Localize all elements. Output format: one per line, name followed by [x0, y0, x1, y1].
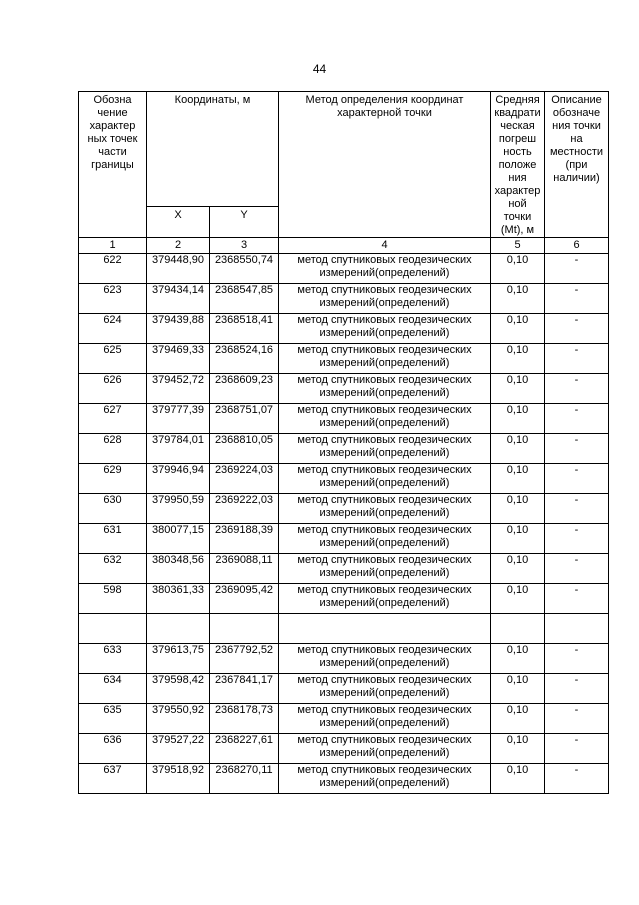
cell-point: 625: [79, 344, 147, 374]
header-line: границы: [91, 159, 134, 171]
cell-x: 379598,42: [147, 674, 210, 704]
cell-mt: 0,10: [491, 374, 545, 404]
header-line: Описание: [551, 94, 602, 106]
cell-description: -: [545, 344, 609, 374]
header-accuracy: [491, 92, 545, 238]
column-number: 4: [279, 238, 491, 254]
cell-point: 635: [79, 704, 147, 734]
table-row: [79, 374, 609, 404]
header-y: Y: [210, 207, 279, 238]
header-line: погреш: [498, 133, 537, 145]
cell-point: 626: [79, 374, 147, 404]
cell-y: 2368810,05: [210, 434, 279, 464]
cell-y: 2368547,85: [210, 284, 279, 314]
table-row: [79, 404, 609, 434]
cell-point: 637: [79, 764, 147, 794]
header-line: ность: [503, 146, 532, 158]
cell-method: [279, 254, 491, 284]
cell-mt: 0,10: [491, 464, 545, 494]
method-line: измерений(определений): [319, 357, 450, 369]
cell-point: 624: [79, 314, 147, 344]
cell-method: [279, 644, 491, 674]
cell-x: 379518,92: [147, 764, 210, 794]
cell-description: -: [545, 404, 609, 434]
method-line: метод спутниковых геодезических: [297, 314, 472, 326]
cell-x: 379784,01: [147, 434, 210, 464]
cell-mt: 0,10: [491, 314, 545, 344]
header-line: чение: [97, 107, 128, 119]
table-body: [79, 254, 609, 794]
header-line: наличии): [553, 172, 600, 184]
cell-method: [279, 704, 491, 734]
header-line: ческая: [500, 120, 535, 132]
cell-description: -: [545, 494, 609, 524]
table-row: [79, 434, 609, 464]
method-line: метод спутниковых геодезических: [297, 464, 472, 476]
cell-y: 2369224,03: [210, 464, 279, 494]
cell-description: -: [545, 734, 609, 764]
cell-point: 631: [79, 524, 147, 554]
cell-mt: 0,10: [491, 734, 545, 764]
cell-point: 598: [79, 584, 147, 614]
cell-y: 2368751,07: [210, 404, 279, 434]
table-row: [79, 584, 609, 614]
cell-y: 2368550,74: [210, 254, 279, 284]
method-line: измерений(определений): [319, 777, 450, 789]
cell-point: 633: [79, 644, 147, 674]
cell-mt: 0,10: [491, 704, 545, 734]
table-row: [79, 644, 609, 674]
cell-method: [279, 584, 491, 614]
header-point-name: [79, 92, 147, 238]
table-row: [79, 674, 609, 704]
method-line: метод спутниковых геодезических: [297, 254, 472, 266]
table-cell-empty: [279, 614, 491, 644]
method-line: измерений(определений): [319, 567, 450, 579]
method-line: метод спутниковых геодезических: [297, 644, 472, 656]
cell-y: 2368524,16: [210, 344, 279, 374]
header-x: X: [147, 207, 210, 238]
cell-mt: 0,10: [491, 494, 545, 524]
method-line: измерений(определений): [319, 657, 450, 669]
header-line: квадрати: [494, 107, 541, 119]
header-coordinates: Координаты, м: [147, 92, 279, 207]
cell-method: [279, 374, 491, 404]
cell-x: 380348,56: [147, 554, 210, 584]
cell-description: -: [545, 704, 609, 734]
header-line: Метод определения координат: [305, 94, 464, 106]
cell-y: 2369222,03: [210, 494, 279, 524]
header-line: положе: [498, 159, 537, 171]
cell-y: 2369095,42: [210, 584, 279, 614]
cell-y: 2368609,23: [210, 374, 279, 404]
cell-description: -: [545, 374, 609, 404]
cell-mt: 0,10: [491, 524, 545, 554]
table-cell-empty: [79, 614, 147, 644]
cell-point: 628: [79, 434, 147, 464]
cell-x: 379469,33: [147, 344, 210, 374]
method-line: измерений(определений): [319, 477, 450, 489]
table-row: [79, 704, 609, 734]
cell-description: -: [545, 584, 609, 614]
method-line: измерений(определений): [319, 717, 450, 729]
table-cell-empty: [210, 614, 279, 644]
method-line: метод спутниковых геодезических: [297, 284, 472, 296]
cell-method: [279, 464, 491, 494]
table-row: [79, 524, 609, 554]
cell-x: 379434,14: [147, 284, 210, 314]
cell-y: 2369188,39: [210, 524, 279, 554]
cell-y: 2367792,52: [210, 644, 279, 674]
cell-x: 379613,75: [147, 644, 210, 674]
table-row: [79, 254, 609, 284]
header-line: точки: [503, 211, 532, 223]
table-row: [79, 284, 609, 314]
cell-method: [279, 434, 491, 464]
header-line: характер: [494, 185, 541, 197]
table-row: [79, 344, 609, 374]
header-line: (при: [565, 159, 588, 171]
table-row: [79, 764, 609, 794]
method-line: метод спутниковых геодезических: [297, 584, 472, 596]
header-line: ной: [508, 198, 527, 210]
cell-description: -: [545, 314, 609, 344]
table-cell-empty: [147, 614, 210, 644]
table-cell-empty: [491, 614, 545, 644]
method-line: метод спутниковых геодезических: [297, 674, 472, 686]
cell-description: -: [545, 464, 609, 494]
method-line: метод спутниковых геодезических: [297, 494, 472, 506]
cell-x: 379452,72: [147, 374, 210, 404]
method-line: метод спутниковых геодезических: [297, 734, 472, 746]
method-line: измерений(определений): [319, 387, 450, 399]
method-line: измерений(определений): [319, 447, 450, 459]
method-line: метод спутниковых геодезических: [297, 404, 472, 416]
cell-method: [279, 494, 491, 524]
method-line: метод спутниковых геодезических: [297, 764, 472, 776]
cell-mt: 0,10: [491, 434, 545, 464]
cell-mt: 0,10: [491, 404, 545, 434]
table-row: [79, 554, 609, 584]
cell-x: 379946,94: [147, 464, 210, 494]
column-number: 3: [210, 238, 279, 254]
method-line: измерений(определений): [319, 417, 450, 429]
cell-y: 2368270,11: [210, 764, 279, 794]
cell-x: 379950,59: [147, 494, 210, 524]
method-line: измерений(определений): [319, 747, 450, 759]
method-line: метод спутниковых геодезических: [297, 374, 472, 386]
cell-description: -: [545, 554, 609, 584]
table-row: [79, 494, 609, 524]
header-line: местности: [549, 146, 604, 158]
cell-point: 636: [79, 734, 147, 764]
cell-description: -: [545, 764, 609, 794]
method-line: измерений(определений): [319, 687, 450, 699]
cell-y: 2369088,11: [210, 554, 279, 584]
cell-point: 630: [79, 494, 147, 524]
cell-description: -: [545, 524, 609, 554]
cell-x: 379550,92: [147, 704, 210, 734]
header-line: характерной точки: [337, 107, 432, 119]
cell-mt: 0,10: [491, 584, 545, 614]
method-line: измерений(определений): [319, 297, 450, 309]
cell-point: 623: [79, 284, 147, 314]
method-line: измерений(определений): [319, 507, 450, 519]
column-number: 5: [491, 238, 545, 254]
method-line: метод спутниковых геодезических: [297, 524, 472, 536]
cell-method: [279, 344, 491, 374]
method-line: метод спутниковых геодезических: [297, 434, 472, 446]
header-line: характер: [89, 120, 136, 132]
header-line: на: [570, 133, 583, 145]
method-line: измерений(определений): [319, 327, 450, 339]
cell-x: 379439,88: [147, 314, 210, 344]
column-number-row: [79, 238, 609, 254]
cell-method: [279, 554, 491, 584]
coordinates-table: [78, 91, 609, 794]
cell-y: 2368518,41: [210, 314, 279, 344]
header-line: части: [98, 146, 127, 158]
cell-description: -: [545, 674, 609, 704]
table-row: [79, 314, 609, 344]
cell-x: 380361,33: [147, 584, 210, 614]
cell-y: 2368178,73: [210, 704, 279, 734]
cell-description: -: [545, 284, 609, 314]
header-line: Обозна: [93, 94, 132, 106]
cell-method: [279, 674, 491, 704]
cell-method: [279, 734, 491, 764]
cell-point: 627: [79, 404, 147, 434]
header-line: ния: [508, 172, 527, 184]
cell-point: 629: [79, 464, 147, 494]
cell-x: 380077,15: [147, 524, 210, 554]
method-line: метод спутниковых геодезических: [297, 554, 472, 566]
cell-x: 379527,22: [147, 734, 210, 764]
cell-mt: 0,10: [491, 764, 545, 794]
method-line: метод спутниковых геодезических: [297, 704, 472, 716]
cell-point: 632: [79, 554, 147, 584]
cell-point: 622: [79, 254, 147, 284]
cell-method: [279, 314, 491, 344]
table-cell-empty: [545, 614, 609, 644]
method-line: измерений(определений): [319, 537, 450, 549]
cell-method: [279, 524, 491, 554]
cell-mt: 0,10: [491, 284, 545, 314]
method-line: измерений(определений): [319, 267, 450, 279]
cell-x: 379777,39: [147, 404, 210, 434]
table-row-empty: [79, 614, 609, 644]
cell-y: 2368227,61: [210, 734, 279, 764]
cell-mt: 0,10: [491, 644, 545, 674]
cell-method: [279, 284, 491, 314]
cell-x: 379448,90: [147, 254, 210, 284]
header-method: [279, 92, 491, 238]
method-line: метод спутниковых геодезических: [297, 344, 472, 356]
header-line: Средняя: [495, 94, 540, 106]
table-row: [79, 464, 609, 494]
cell-description: -: [545, 434, 609, 464]
header-line: (Mt), м: [500, 224, 535, 236]
header-line: обозначе: [552, 107, 601, 119]
cell-method: [279, 764, 491, 794]
cell-mt: 0,10: [491, 254, 545, 284]
header-line: ния точки: [552, 120, 601, 132]
column-number: 2: [147, 238, 210, 254]
header-line: ных точек: [87, 133, 138, 145]
header-description: [545, 92, 609, 238]
cell-description: -: [545, 644, 609, 674]
method-line: измерений(определений): [319, 597, 450, 609]
cell-description: -: [545, 254, 609, 284]
cell-mt: 0,10: [491, 344, 545, 374]
cell-point: 634: [79, 674, 147, 704]
page-number: 44: [312, 62, 327, 76]
cell-method: [279, 404, 491, 434]
cell-y: 2367841,17: [210, 674, 279, 704]
column-number: 6: [545, 238, 609, 254]
cell-mt: 0,10: [491, 554, 545, 584]
table-row: [79, 734, 609, 764]
column-number: 1: [79, 238, 147, 254]
cell-mt: 0,10: [491, 674, 545, 704]
